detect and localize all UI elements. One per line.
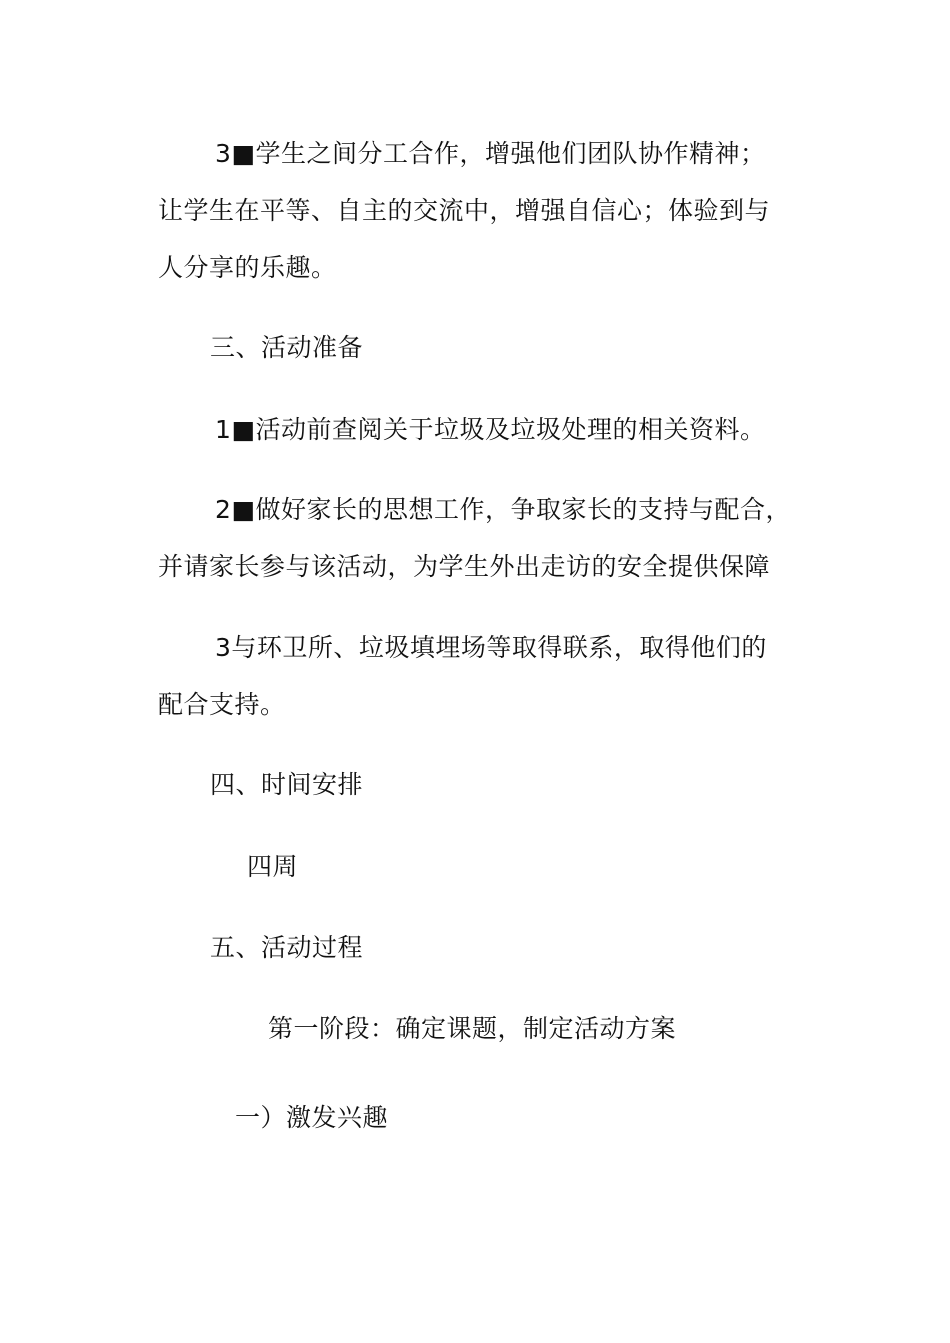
section-heading-process: 五、活动过程 <box>210 933 364 962</box>
subsection-heading: 一）激发兴趣 <box>235 1103 389 1132</box>
prep-item-1: 1■活动前查阅关于垃圾及垃圾处理的相关资料。 <box>215 415 766 444</box>
prep-item-3-line-2: 配合支持。 <box>158 690 286 719</box>
stage-heading: 第一阶段：确定课题，制定活动方案 <box>268 1014 677 1043</box>
goal-item-3-line-3: 人分享的乐趣。 <box>158 253 337 282</box>
section-heading-preparation: 三、活动准备 <box>210 333 364 362</box>
section-heading-schedule: 四、时间安排 <box>210 770 364 799</box>
goal-item-3-line-2: 让学生在平等、自主的交流中，增强自信心；体验到与 <box>158 196 771 225</box>
goal-item-3-line-1: 3■学生之间分工合作，增强他们团队协作精神； <box>215 139 766 168</box>
duration-text: 四周 <box>247 852 299 881</box>
prep-item-2-line-2: 并请家长参与该活动，为学生外出走访的安全提供保障 <box>158 552 771 581</box>
prep-item-2-line-1: 2■做好家长的思想工作，争取家长的支持与配合， <box>215 495 792 524</box>
prep-item-3-line-1: 3与环卫所、垃圾填埋场等取得联系，取得他们的 <box>215 633 767 662</box>
